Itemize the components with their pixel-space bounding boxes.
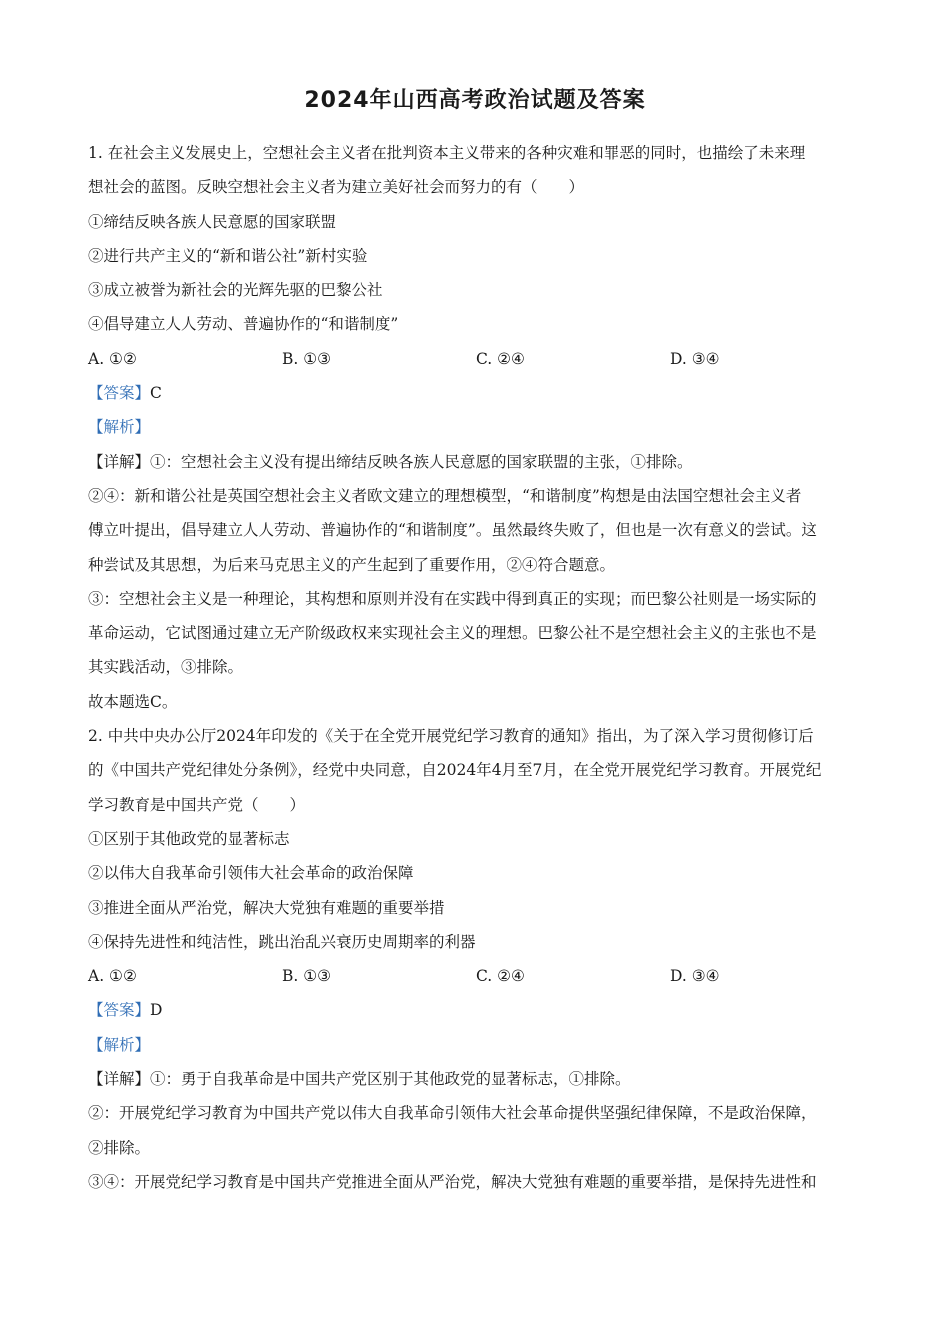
detail-line: ③④：开展党纪学习教育是中国共产党推进全面从严治党，解决大党独有难题的重要举措，是保持先进性和	[88, 1172, 817, 1191]
statement-item: ②进行共产主义的“新和谐公社”新村实验	[88, 246, 368, 265]
option-b: B. ①③	[282, 967, 332, 986]
conclusion-line: 故本题选C。	[88, 692, 178, 711]
detail-line: ②：开展党纪学习教育为中国共产党以伟大自我革命引领伟大社会革命提供坚强纪律保障，不是政治保障，	[88, 1104, 817, 1123]
answer-value: D	[150, 1001, 163, 1020]
answer-label: 【答案】	[88, 1001, 151, 1020]
detail-text: ①：勇于自我革命是中国共产党区别于其他政党的显著标志，①排除。	[150, 1070, 631, 1089]
option-d: D. ③④	[670, 349, 720, 368]
answer-line	[88, 376, 866, 410]
detail-label: 【详解】	[88, 1070, 151, 1089]
question-stem-line: 1. 在社会主义发展史上，空想社会主义者在批判资本主义带来的各种灾难和罪恶的同时，也描绘了未来理	[88, 144, 806, 162]
detail-line: 革命运动，它试图通过建立无产阶级政权来实现社会主义的理想。巴黎公社不是空想社会主义的主张也不是	[88, 624, 817, 643]
detail-line	[88, 445, 866, 479]
option-a: A. ①②	[88, 967, 137, 986]
option-a: A. ①②	[88, 349, 137, 368]
answer-line	[88, 993, 866, 1027]
options-row	[88, 342, 866, 376]
detail-label: 【详解】	[88, 452, 151, 471]
statement-item: ③成立被誉为新社会的光辉先驱的巴黎公社	[88, 281, 383, 300]
question-stem-line: 学习教育是中国共产党（ ）	[88, 795, 306, 814]
option-c: C. ②④	[476, 967, 525, 986]
question-stem-line: 2. 中共中央办公厅2024年印发的《关于在全党开展党纪学习教育的通知》指出，为了深入学习贯彻修订后	[88, 727, 814, 746]
question-2	[88, 719, 866, 1199]
detail-line: 种尝试及其思想，为后来马克思主义的产生起到了重要作用，②④符合题意。	[88, 555, 616, 574]
statement-item: ②以伟大自我革命引领伟大社会革命的政治保障	[88, 864, 414, 883]
options-row	[88, 959, 866, 993]
statement-item: ③推进全面从严治党，解决大党独有难题的重要举措	[88, 898, 445, 917]
question-stem-line: 的《中国共产党纪律处分条例》，经党中央同意，自2024年4月至7月，在全党开展党纪学习教育。开展党纪	[88, 761, 822, 780]
statement-item: ①区别于其他政党的显著标志	[88, 829, 290, 848]
question-stem-line: 想社会的蓝图。反映空想社会主义者为建立美好社会而努力的有（ ）	[88, 178, 585, 197]
option-d: D. ③④	[670, 967, 720, 986]
document-title: 2024年山西高考政治试题及答案	[304, 88, 646, 113]
detail-line: ②排除。	[88, 1138, 151, 1157]
detail-text: ①：空想社会主义没有提出缔结反映各族人民意愿的国家联盟的主张，①排除。	[150, 452, 693, 471]
statement-item: ④保持先进性和纯洁性，跳出治乱兴衰历史周期率的利器	[88, 932, 476, 951]
question-1	[88, 136, 866, 719]
analysis-line	[88, 1028, 866, 1062]
detail-line: ②④：新和谐公社是英国空想社会主义者欧文建立的理想模型，“和谐制度”构想是由法国空想社会主义者	[88, 486, 802, 505]
detail-line	[88, 1062, 866, 1096]
statement-item: ①缔结反映各族人民意愿的国家联盟	[88, 212, 337, 231]
analysis-label: 【解析】	[88, 418, 151, 437]
statement-item: ④倡导建立人人劳动、普遍协作的“和谐制度”	[88, 315, 399, 334]
document-body	[88, 136, 866, 1199]
detail-line: ③：空想社会主义是一种理论，其构想和原则并没有在实践中得到真正的实现；而巴黎公社则是一场实际的	[88, 589, 817, 608]
detail-line: 其实践活动，③排除。	[88, 658, 244, 677]
detail-line: 傅立叶提出，倡导建立人人劳动、普遍协作的“和谐制度”。虽然最终失败了，但也是一次有意义的尝试。这	[88, 521, 817, 540]
analysis-line	[88, 410, 866, 444]
option-c: C. ②④	[476, 349, 525, 368]
option-b: B. ①③	[282, 349, 332, 368]
answer-value: C	[150, 384, 162, 403]
answer-label: 【答案】	[88, 384, 151, 403]
analysis-label: 【解析】	[88, 1035, 151, 1054]
